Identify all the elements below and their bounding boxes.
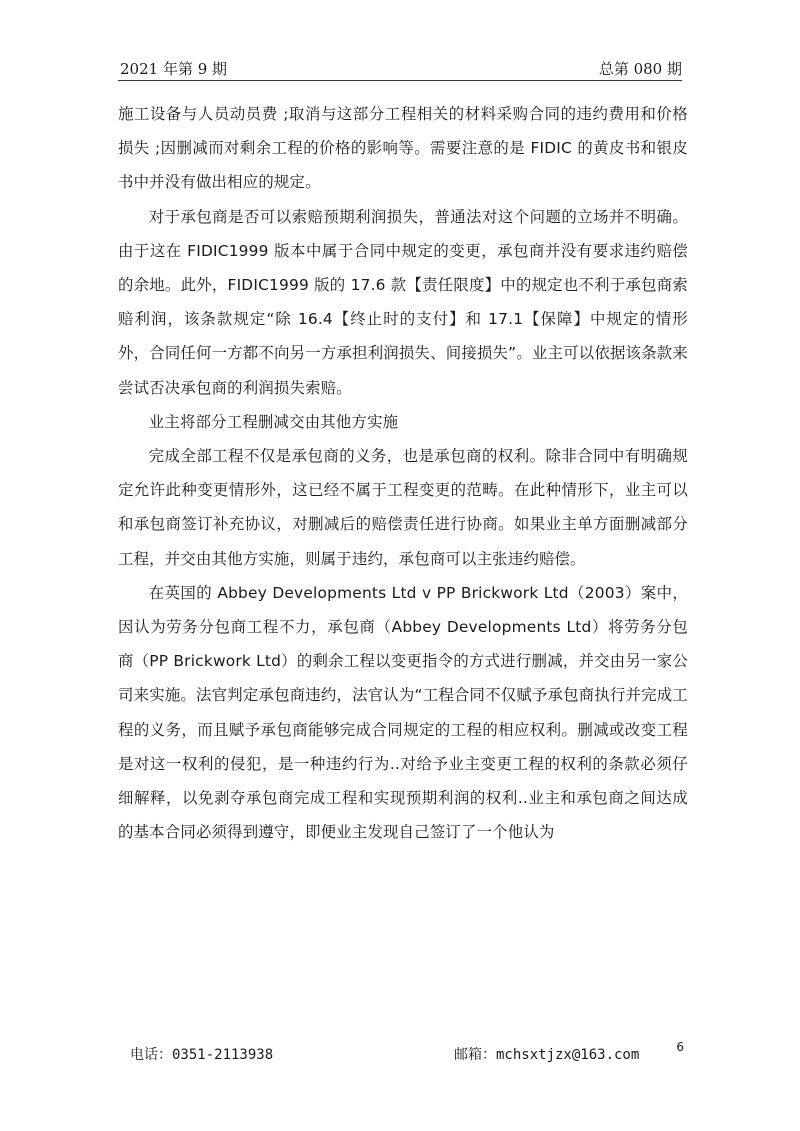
header-divider [118, 80, 682, 81]
page-footer [118, 1040, 684, 1064]
total-issue-label: 总第 080 期 [598, 60, 682, 78]
paragraph: 施工设备与人员动员费 ;取消与这部分工程相关的材料采购合同的违约费用和价格损失 ;因删减而对剩余工程的价格的影响等。需要注意的是 FIDIC 的黄皮书和银皮书中并没有做出相应的规定。 [118, 105, 688, 192]
paragraph: 对于承包商是否可以索赔预期利润损失，普通法对这个问题的立场并不明确。由于这在 FIDIC1999 版本中属于合同中规定的变更，承包商并没有要求违约赔偿的余地。此外，FIDIC1999 版的 17.6 款【责任限度】中的规定也不利于承包商索赔利润，该条款规定“除 16.4【终止时的支付】和 17.1【保障】中规定的情形外，合同任何一方都不向另一方承担利润损失、间接损失”。业主可以依据该条款来尝试否决承包商的利润损失索赔。 [118, 207, 688, 397]
page-header [118, 52, 682, 76]
paragraph: 完成全部工程不仅是承包商的义务，也是承包商的权利。除非合同中有明确规定允许此种变更情形外，这已经不属于工程变更的范畴。在此种情形下，业主可以和承包商签订补充协议，对删减后的赔偿责任进行协商。如果业主单方面删减部分工程，并交由其他方实施，则属于违约，承包商可以主张违约赔偿。 [118, 447, 688, 568]
page-number: 6 [676, 1040, 684, 1054]
footer-phone: 电话：0351-2113938 [130, 1047, 274, 1063]
issue-label: 2021 年第 9 期 [120, 60, 228, 78]
paragraph: 在英国的 Abbey Developments Ltd v PP Brickwork Ltd（2003）案中，因认为劳务分包商工程不力，承包商（Abbey Developments Ltd）将劳务分包商（PP Brickwork Ltd）的剩余工程以变更指令的方式进行删减，并交由另一家公司来实施。法官判定承包商违约，法官认为“工程合同不仅赋予承包商执行并完成工程的义务，而且赋予承包商能够完成合同规定的工程的相应权利。删减或改变工程是对这一权利的侵犯，是一种违约行为..对给予业主变更工程的权利的条款必须仔细解释，以免剥夺承包商完成工程和实现预期利润的权利..业主和承包商之间达成的基本合同必须得到遵守，即便业主发现自己签订了一个他认为 [118, 583, 688, 842]
footer-email: 邮箱：mchsxtjzx@163.com [454, 1047, 640, 1063]
article-body [118, 97, 688, 849]
section-heading: 业主将部分工程删减交由其他方实施 [148, 412, 399, 431]
